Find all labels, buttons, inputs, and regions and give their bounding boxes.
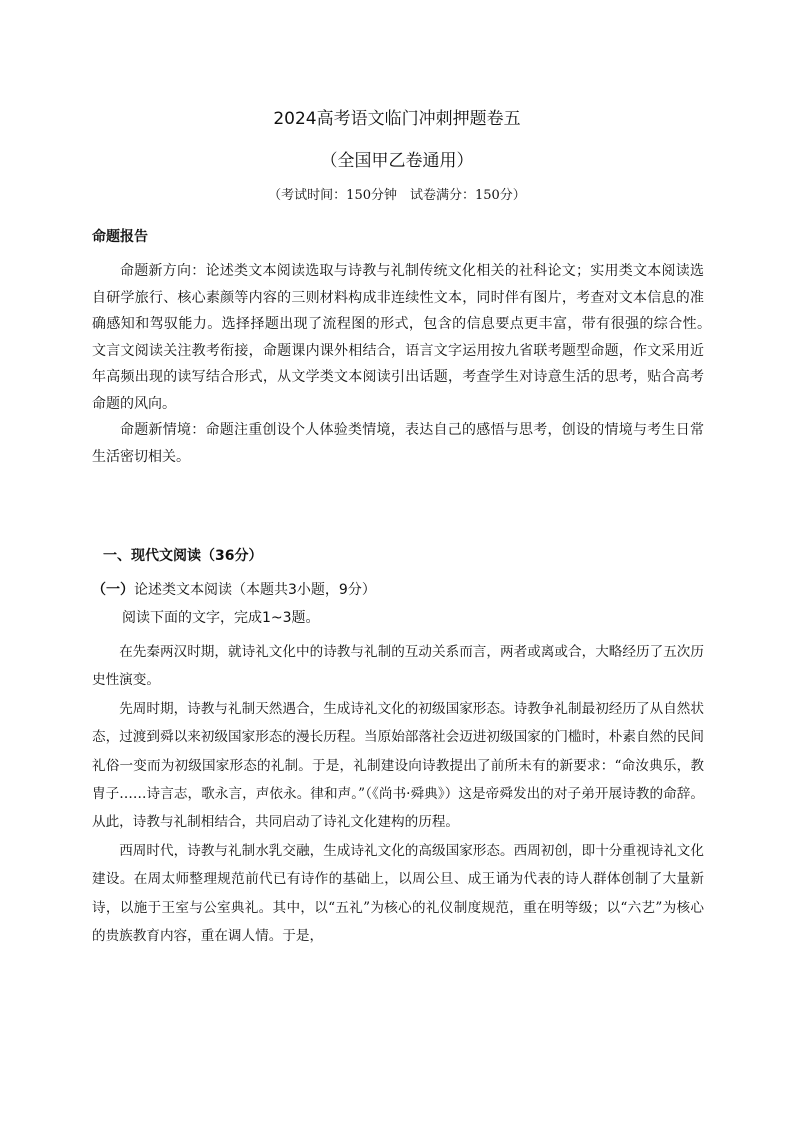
section-title: 一、现代文阅读（36分） [103, 548, 263, 564]
reading-passage [92, 638, 704, 950]
passage-paragraph: 西周时代，诗教与礼制水乳交融，生成诗礼文化的高级国家形态。西周初创，即十分重视诗礼文化建设。在周太师整理规范前代已有诗作的基础上，以周公旦、成王诵为代表的诗人群体创制了大量新诗，以施于王室与公室典礼。其中，以“五礼”为核心的礼仪制度规范，重在明等级；以“六艺”为核心的贵族教育内容，重在调人情。于是， [92, 842, 704, 945]
part-title: 论述类文本阅读 [134, 582, 232, 598]
part-meta: （本题共3小题，9分） [232, 582, 376, 598]
part-label: （一） [92, 582, 134, 598]
reading-instruction: 阅读下面的文字，完成1~3题。 [122, 610, 320, 626]
report-paragraph: 命题新方向：论述类文本阅读选取与诗教与礼制传统文化相关的社科论文；实用类文本阅读选自研学旅行、核心素颜等内容的三则材料构成非连续性文本，同时伴有图片，考查对文本信息的准确感知和驾驭能力。选择择题出现了流程图的形式，包含的信息要点更丰富，带有很强的综合性。 文言文阅读关注教考衔接，命题课内课外相结合，语言文字运用按九省联考题型命题，作文采用近年高频出现的读写结合形式，从文学类文本阅读引出话题，考查学生对诗意生活的思考，贴合高考命题的风向。 [92, 263, 718, 412]
exam-title: 2024高考语文临门冲刺押题卷五 [273, 109, 521, 129]
part-heading [92, 579, 376, 599]
passage-paragraph: 在先秦两汉时期，就诗礼文化中的诗教与礼制的互动关系而言，两者或离或合，大略经历了五次历史性演变。 [92, 644, 704, 689]
report-heading: 命题报告 [92, 229, 148, 245]
report-paragraph: 命题新情境：命题注重创设个人体验类情境，表达自己的感悟与思考，创设的情境与考生日常生活密切相关。 [92, 422, 704, 465]
exam-subtitle: （全国甲乙卷通用） [320, 151, 474, 171]
exam-info: （考试时间：150分钟 试卷满分：150分） [268, 188, 526, 203]
passage-paragraph: 先周时期，诗教与礼制天然遇合，生成诗礼文化的初级国家形态。诗教争礼制最初经历了从自然状态，过渡到舜以来初级国家形态的漫长历程。当原始部落社会迈进初级国家的门槛时，朴素自然的民间礼俗一变而为初级国家形态的礼制。于是，礼制建设向诗教提出了前所未有的新要求：“命汝典乐，教胄子……诗言志，歌永言，声依永。律和声。”（《尚书·舜典》）这是帝舜发出的对子弟开展诗教的命辞。从此，诗教与礼制相结合，共同启动了诗礼文化建构的历程。 [92, 700, 704, 831]
report-body [92, 258, 718, 470]
